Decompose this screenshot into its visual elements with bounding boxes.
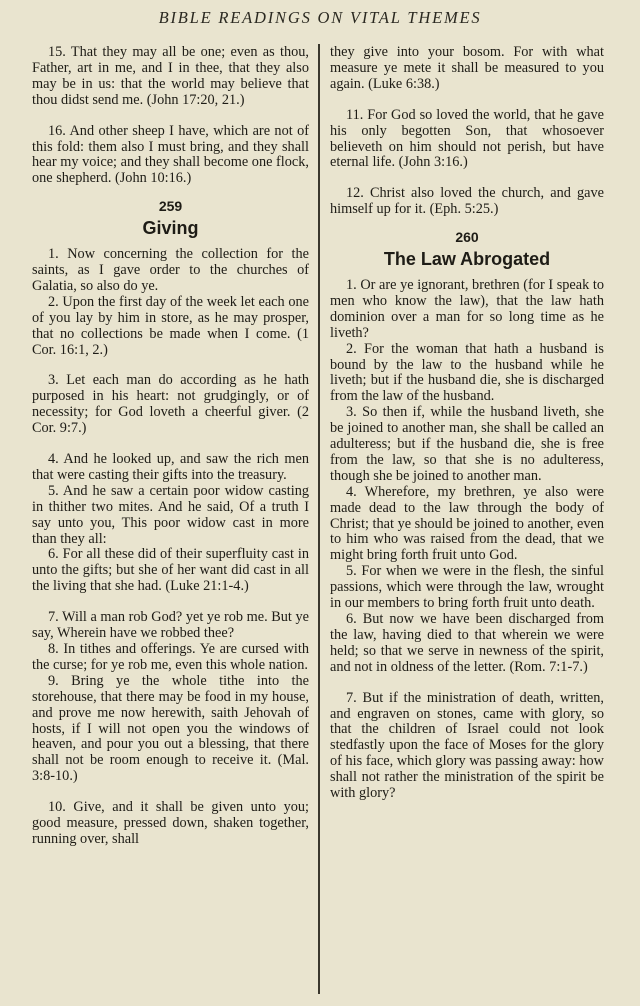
law-verse-1: 1. Or are ye ignorant, brethren (for I speak to men who know the law), that the law hath dominion over a man for so long time as he liveth? — [330, 276, 604, 341]
giving-verse-3: 3. Let each man do according as he hath purposed in his heart: not grudgingly, or of necessity; for God loveth a cheerful giver. (2 Cor. 9:7.) — [32, 372, 309, 437]
giving-verse-5: 5. And he saw a certain poor widow casting in thither two mites. And he said, Of a truth I say unto you, This poor widow cast in more than they all: — [32, 482, 309, 547]
section-number-259: 259 — [158, 198, 183, 215]
section-title-giving: Giving — [142, 218, 199, 239]
section-title-law-abrogated: The Law Abrogated — [383, 249, 551, 270]
giving-verse-1: 1. Now concerning the collection for the saints, as I gave order to the churches of Galatia, so also do ye. — [32, 246, 309, 294]
verse-12: 12. Christ also loved the church, and gave himself up for it. (Eph. 5:25.) — [330, 185, 604, 218]
giving-verse-4: 4. And he looked up, and saw the rich men that were casting their gifts into the treasury. — [32, 451, 309, 483]
law-verse-5: 5. For when we were in the flesh, the sinful passions, which were through the law, wrought in our members to bring forth fruit unto death. — [330, 563, 604, 612]
giving-verse-6: 6. For all these did of their superfluity cast in unto the gifts; but she of her want did cast in all the living that she had. (Luke 21:1-4.) — [32, 546, 309, 595]
verse-10-continued: they give into your bosom. For with what measure ye mete it shall be measured to you again. (Luke 6:38.) — [330, 44, 604, 92]
verse-16: 16. And other sheep I have, which are not of this fold: them also I must bring, and they shall hear my voice; and they shall become one flock, one shepherd. (John 10:16.) — [32, 122, 309, 187]
giving-verse-9: 9. Bring ye the whole tithe into the storehouse, that there may be food in my house, and prove me now herewith, saith Jehovah of hosts, if I will not open you the windows of heaven, and pour you out a blessing, that there shall not be room enough to receive it. (Mal. 3:8-10.) — [32, 672, 309, 785]
giving-verse-8: 8. In tithes and offerings. Ye are cursed with the curse; for ye rob me, even this whole nation. — [32, 641, 309, 673]
left-column — [32, 45, 309, 848]
law-verse-6: 6. But now we have been discharged from the law, having died to that wherein we were held; so that we serve in newness of the spirit, and not in oldness of the letter. (Rom. 7:1-7.) — [330, 611, 604, 675]
running-header: BIBLE READINGS ON VITAL THEMES — [158, 8, 482, 27]
column-divider — [318, 44, 320, 994]
section-number-260: 260 — [455, 229, 479, 246]
law-verse-7: 7. But if the ministration of death, written, and engraven on stones, came with glory, so that the children of Israel could not look stedfastly upon the face of Moses for the glory of his face, which glory was passing away: how shall not rather the ministration of the spirit be with glory? — [330, 689, 604, 802]
giving-verse-7: 7. Will a man rob God? yet ye rob me. But ye say, Wherein have we robbed thee? — [32, 609, 309, 642]
law-verse-2: 2. For the woman that hath a husband is bound by the law to the husband while he liveth; but if the husband die, she is discharged from the law of the husband. — [330, 340, 604, 405]
giving-verse-2: 2. Upon the first day of the week let each one of you lay by him in store, as he may prosper, that no collections be made when I come. (1 Cor. 16:1, 2.) — [32, 293, 309, 358]
law-verse-3: 3. So then if, while the husband liveth, she be joined to another man, she shall be called an adulteress; but if the husband die, she is free from the law, so that she is no adulteress, though she be joined to another man. — [330, 404, 604, 484]
right-column — [330, 45, 604, 802]
law-verse-4: 4. Wherefore, my brethren, ye also were made dead to the law through the body of Christ; that ye should be joined to another, even to him who was raised from the dead, that we might bring forth fruit unto God. — [330, 483, 604, 564]
giving-verse-10: 10. Give, and it shall be given unto you; good measure, pressed down, shaken together, running over, shall — [32, 799, 309, 847]
verse-15: 15. That they may all be one; even as thou, Father, art in me, and I in thee, that they also may be in us: that the world may believe that thou didst send me. (John 17:20, 21.) — [32, 44, 309, 108]
verse-11: 11. For God so loved the world, that he gave his only begotten Son, that whosoever believeth on him should not perish, but have eternal life. (John 3:16.) — [330, 106, 604, 171]
